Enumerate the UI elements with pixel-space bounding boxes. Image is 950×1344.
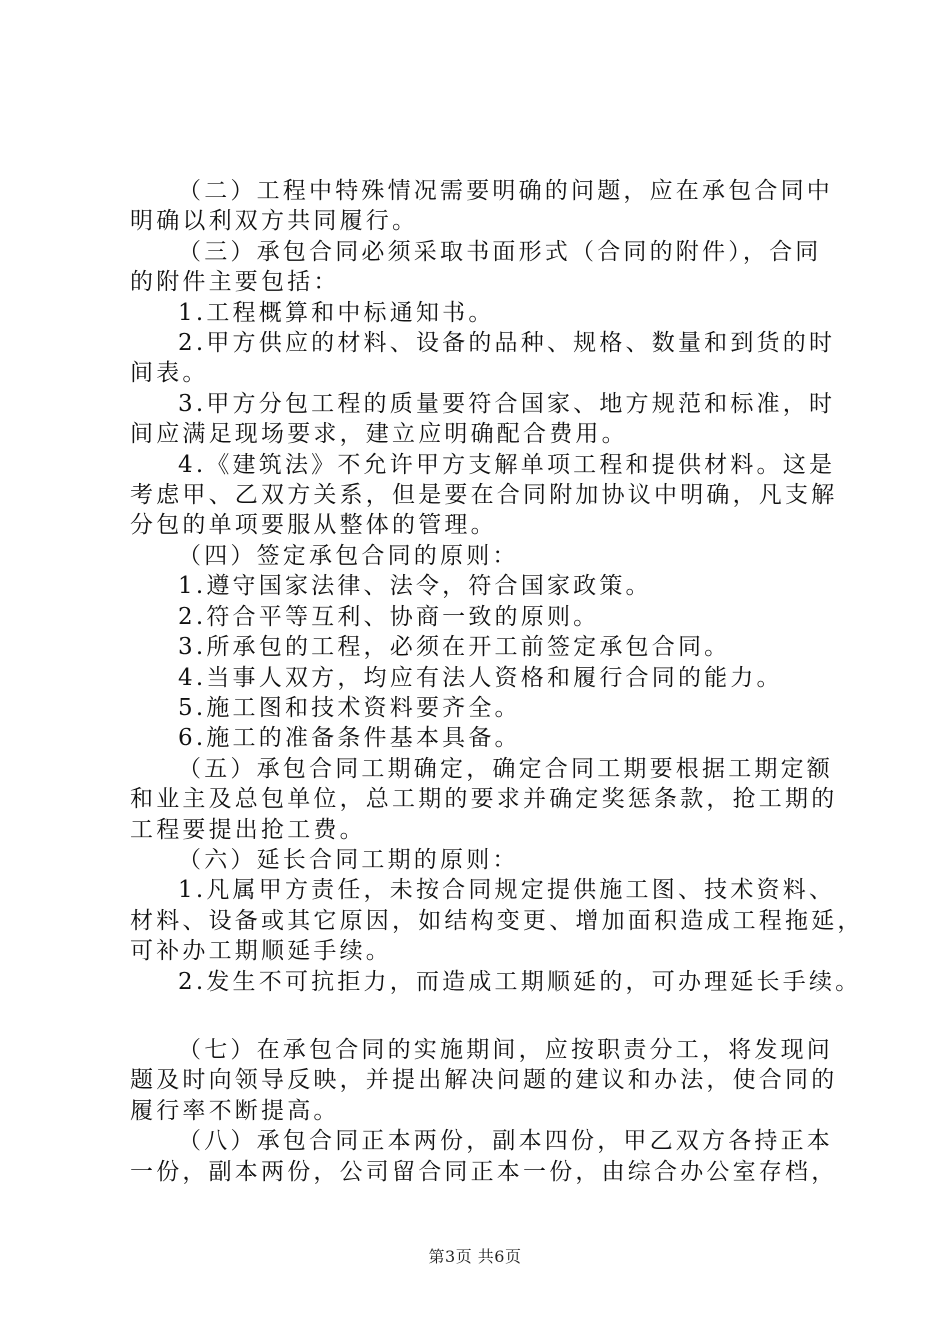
paragraph-line: 考虑甲、乙双方关系，但是要在合同附加协议中明确，凡支解 bbox=[130, 482, 838, 509]
paragraph-line: （五）承包合同工期确定，确定合同工期要根据工期定额 bbox=[178, 755, 833, 782]
paragraph-line: 5.施工图和技术资料要齐全。 bbox=[178, 694, 521, 721]
paragraph-line: 2.发生不可抗拒力，而造成工期顺延的，可办理延长手续。 bbox=[178, 968, 862, 995]
document-body bbox=[130, 176, 864, 1187]
paragraph-line: 工程要提出抢工费。 bbox=[130, 816, 366, 843]
paragraph-line: 间应满足现场要求，建立应明确配合费用。 bbox=[130, 421, 628, 448]
paragraph-line: 题及时向领导反映，并提出解决问题的建议和办法，使合同的 bbox=[130, 1067, 838, 1094]
paragraph-line: 1.工程概算和中标通知书。 bbox=[178, 299, 495, 326]
paragraph-line: 可补办工期顺延手续。 bbox=[130, 938, 392, 965]
paragraph-line: 间表。 bbox=[130, 360, 209, 387]
paragraph-gap bbox=[130, 997, 842, 1035]
paragraph-line: （三）承包合同必须采取书面形式（合同的附件），合同 bbox=[178, 238, 822, 265]
page-footer: 第3页 共6页 bbox=[428, 1247, 522, 1266]
paragraph-line: 4.《建筑法》不允许甲方支解单项工程和提供材料。这是 bbox=[178, 451, 836, 478]
paragraph-line: （八）承包合同正本两份，副本四份，甲乙双方各持正本 bbox=[178, 1128, 833, 1155]
paragraph-line: 4.当事人双方，均应有法人资格和履行合同的能力。 bbox=[178, 664, 783, 691]
paragraph-line: 一份，副本两份，公司留合同正本一份，由综合办公室存档， bbox=[130, 1158, 838, 1185]
paragraph-line: （七）在承包合同的实施期间，应按职责分工，将发现问 bbox=[178, 1036, 833, 1063]
paragraph-line: （六）延长合同工期的原则： bbox=[178, 846, 519, 873]
paragraph-line: 履行率不断提高。 bbox=[130, 1097, 340, 1124]
paragraph-line: 1.遵守国家法律、法令，符合国家政策。 bbox=[178, 573, 652, 600]
paragraph-line: 1.凡属甲方责任，未按合同规定提供施工图、技术资料、 bbox=[178, 877, 836, 904]
paragraph-line: 2.符合平等互利、协商一致的原则。 bbox=[178, 603, 600, 630]
paragraph-line: （二）工程中特殊情况需要明确的问题，应在承包合同中 bbox=[178, 178, 833, 204]
paragraph-line: 的附件主要包括： bbox=[130, 269, 340, 296]
paragraph-line: 材料、设备或其它原因，如结构变更、增加面积造成工程拖延， bbox=[130, 907, 864, 934]
paragraph-line: 3.甲方分包工程的质量要符合国家、地方规范和标准，时 bbox=[178, 390, 836, 417]
paragraph-line: 明确以利双方共同履行。 bbox=[130, 208, 419, 235]
paragraph-line: 3.所承包的工程，必须在开工前签定承包合同。 bbox=[178, 634, 731, 661]
paragraph-line: 分包的单项要服从整体的管理。 bbox=[130, 512, 497, 539]
paragraph-line: 6.施工的准备条件基本具备。 bbox=[178, 725, 521, 752]
paragraph-line: （四）签定承包合同的原则： bbox=[178, 542, 519, 569]
paragraph-line: 和业主及总包单位，总工期的要求并确定奖惩条款，抢工期的 bbox=[130, 786, 838, 813]
paragraph-line: 2.甲方供应的材料、设备的品种、规格、数量和到货的时 bbox=[178, 330, 836, 357]
